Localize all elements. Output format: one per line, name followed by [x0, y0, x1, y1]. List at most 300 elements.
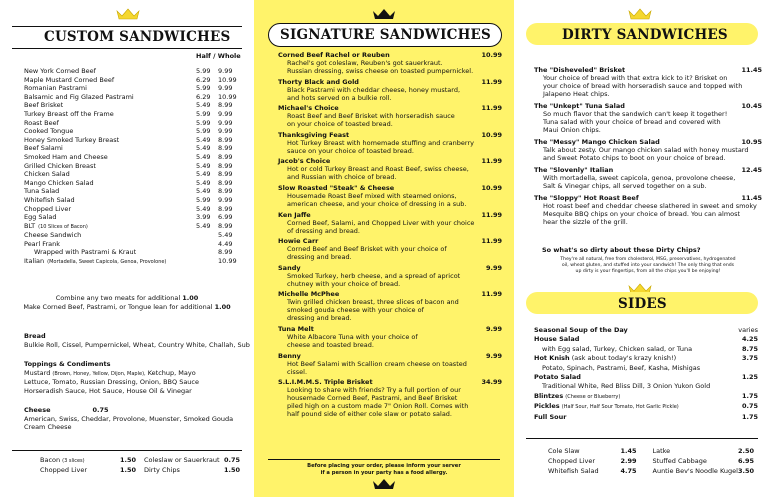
custom-item-prices	[196, 144, 240, 153]
custom-item	[24, 248, 240, 257]
custom-item-prices	[196, 84, 240, 93]
custom-item-prices	[196, 205, 240, 214]
dirty-item-desc: Talk about zesty. Our mango chicken salad with honey mustard	[543, 146, 749, 154]
custom-item-prices	[196, 257, 240, 267]
signature-sandwich-list	[278, 51, 502, 421]
whole-price: 9.99	[218, 118, 233, 127]
side-grid-name: Auntie Bev's Noodle Kugel	[652, 467, 738, 475]
signature-item-price: 10.99	[481, 183, 502, 192]
signature-item-desc: Black Pastrami with cheddar cheese, honey mustard,	[287, 85, 461, 94]
signature-item-desc: Corned Beef and Beef Brisket with your choice of	[287, 245, 447, 254]
signature-item-desc: Corned Beef, Salami, and Chopped Liver with your choice	[287, 218, 475, 227]
dirty-chips-line: up dirty is your fingertips, from all the chips you'll be enjoying!	[575, 269, 721, 274]
custom-item-name: Honey Smoked Turkey Breast	[24, 135, 120, 144]
custom-item-prices	[196, 187, 240, 196]
soup-row: Seasonal Soup of the Day varies	[534, 326, 758, 334]
extra-item-name: Dirty Chips	[144, 465, 180, 474]
half-price	[196, 248, 218, 257]
custom-item-name: Italian	[24, 257, 45, 266]
signature-item-desc: Rachel's got coleslaw, Reuben's got sauerkraut.	[287, 59, 443, 67]
dirty-item	[534, 194, 762, 226]
bread-heading: Bread	[24, 332, 46, 340]
dirty-item	[534, 166, 762, 190]
signature-item-head	[278, 352, 502, 360]
bread-section	[24, 332, 252, 349]
dirty-item-price: 12.45	[741, 166, 762, 174]
custom-item-name-wrap	[24, 127, 73, 136]
sides-list	[534, 326, 758, 422]
dirty-item-price: 10.95	[741, 138, 762, 146]
whole-price: 10.99	[218, 92, 237, 101]
custom-item-prices	[196, 110, 240, 119]
half-price: 5.99	[196, 118, 211, 127]
custom-item	[24, 179, 240, 188]
signature-item	[278, 237, 502, 261]
combo-notes	[10, 294, 244, 311]
dirty-item-head	[534, 166, 762, 174]
custom-item-prices	[196, 136, 240, 145]
signature-item-price: 11.99	[481, 157, 502, 166]
half-price: 5.49	[196, 170, 211, 179]
dirty-title: DIRTY SANDWICHES	[562, 27, 728, 43]
whole-price: 10.99	[218, 75, 237, 84]
crown-icon	[628, 8, 652, 20]
signature-item	[278, 157, 502, 181]
whole-price: 8.99	[218, 144, 233, 153]
half-price: 6.29	[196, 92, 211, 101]
custom-item	[24, 187, 240, 196]
extra-item-name-wrap	[40, 466, 87, 475]
half-price: 3.99	[196, 213, 211, 222]
signature-item-head	[278, 157, 502, 165]
custom-item-prices	[196, 170, 240, 179]
extras-rule	[12, 450, 242, 451]
dirty-item-name: The "Messy" Mango Chicken Salad	[534, 138, 660, 146]
signature-item-name: Sandy	[278, 263, 301, 272]
signature-item-desc: half pound side of either cole slaw or potato salad.	[287, 410, 452, 419]
signature-item-head	[278, 325, 502, 333]
custom-item	[24, 196, 240, 205]
dirty-item-desc: So much flavor that the sandwich can't keep it together!	[543, 110, 728, 118]
whole-price: 9.99	[218, 127, 233, 136]
whole-price: 9.99	[218, 109, 233, 118]
knish-desc: Potato, Spinach, Pastrami, Beef, Kasha, Mishigas	[542, 363, 701, 372]
custom-item-prices	[196, 231, 240, 240]
side-grid-price: 4.75	[620, 467, 637, 475]
dirty-item-price: 10.45	[741, 102, 762, 110]
custom-item-name: Maple Mustard Corned Beef	[24, 75, 115, 84]
side-grid-name: Chopped Liver	[548, 457, 596, 465]
extra-item-note: (3 slices)	[62, 458, 85, 464]
signature-item-name: Howie Carr	[278, 237, 319, 246]
custom-item-prices	[196, 101, 240, 110]
side-grid-price: 2.99	[620, 457, 637, 465]
custom-item	[24, 213, 240, 222]
custom-item	[24, 76, 240, 85]
signature-item-price: 34.99	[481, 378, 502, 387]
whole-price: 8.99	[218, 101, 233, 110]
signature-item-head	[278, 78, 502, 86]
custom-item-name-wrap	[24, 162, 96, 171]
dirty-item-head	[534, 66, 762, 74]
whole-price: 9.99	[218, 195, 233, 204]
signature-item-head	[278, 378, 502, 386]
extra-item-price: 0.75	[223, 456, 240, 464]
extra-item-name-wrap	[144, 466, 180, 475]
signature-item	[278, 131, 502, 155]
custom-item	[24, 222, 240, 232]
signature-item-price: 10.99	[481, 130, 502, 139]
signature-item-desc: piled high on a custom made 7" Onion Roll. Comes with	[287, 402, 469, 411]
custom-item-prices	[196, 119, 240, 128]
custom-item	[24, 257, 240, 267]
allergy-rule	[268, 459, 500, 460]
whole-price: 8.99	[218, 170, 233, 179]
dirty-item-price: 11.45	[741, 66, 762, 74]
custom-item-name-wrap	[24, 153, 108, 162]
custom-item-name-wrap	[24, 257, 166, 267]
custom-item-name-wrap	[24, 67, 96, 76]
blintzes-row: Blintzes (Cheese or Blueberry) 1.75	[534, 391, 758, 400]
half-price: 5.49	[196, 178, 211, 187]
side-grid-price: 2.50	[737, 447, 754, 455]
signature-item-price: 11.99	[481, 290, 502, 299]
custom-sandwich-list	[24, 67, 240, 267]
signature-item-head	[278, 237, 502, 245]
signature-item	[278, 290, 502, 322]
title-rule-bottom	[12, 48, 242, 49]
signature-item-desc: Hot or cold Turkey Breast and Roast Beef, swiss cheese,	[287, 165, 469, 174]
custom-item-prices	[196, 222, 240, 232]
signature-item-desc: cheese and toasted bread.	[287, 340, 374, 349]
potato-salad-row: Potato Salad 1.25	[534, 373, 758, 382]
bread-text: Bulkie Roll, Cissel, Pumpernickel, Wheat, Country White, Challah, Sub	[24, 340, 250, 349]
dirty-chips-heading: So what's so dirty about these Dirty Chips?	[542, 246, 701, 254]
toppings-line-1: Mustard (Brown, Honey, Yellow, Dijon, Maple), Ketchup, Mayo	[24, 368, 196, 377]
custom-item-name-wrap	[24, 231, 81, 240]
signature-item-head	[278, 104, 502, 112]
side-grid-name: Stuffed Cabbage	[652, 457, 707, 465]
custom-item-name-wrap	[24, 205, 71, 214]
half-price	[196, 240, 218, 249]
whole-price: 4.49	[218, 239, 233, 248]
side-grid-price: 1.45	[620, 447, 637, 455]
extra-item	[144, 466, 240, 475]
dirty-sides-column	[514, 0, 768, 497]
side-grid-item	[548, 466, 637, 476]
custom-item	[24, 136, 240, 145]
custom-title: CUSTOM SANDWICHES	[44, 29, 231, 45]
extra-item-name: Bacon	[40, 456, 61, 464]
custom-item-name: Romanian Pastrami	[24, 84, 87, 93]
whole-price: 8.99	[218, 178, 233, 187]
custom-column	[0, 0, 254, 497]
signature-item-desc: chutney with your choice of bread.	[287, 279, 401, 288]
custom-item-name-wrap	[24, 119, 59, 128]
signature-item-desc: Roast Beef and Beef Brisket with horseradish sauce	[287, 112, 455, 121]
whole-price: 8.99	[218, 248, 233, 257]
signature-item	[278, 264, 502, 288]
side-grid-item	[548, 456, 637, 466]
house-salad-add-row: with Egg salad, Turkey, Chicken salad, or Tuna 8.75	[542, 344, 758, 353]
crown-icon	[116, 8, 140, 20]
half-price: 5.49	[196, 187, 211, 196]
half-price: 5.49	[196, 204, 211, 213]
custom-item	[24, 240, 240, 249]
custom-item-name: Beef Salami	[24, 144, 63, 153]
toppings-heading: Toppings & Condiments	[24, 360, 111, 368]
custom-item	[24, 84, 240, 93]
extra-item-price: 1.50	[119, 456, 136, 464]
sides-grid	[548, 446, 754, 476]
signature-item-desc: housemade Corned Beef, Pastrami, and Beef Brisket	[287, 394, 458, 403]
custom-item-name-wrap	[24, 144, 63, 153]
half-price: 5.49	[196, 135, 211, 144]
extras-grid	[40, 456, 240, 474]
custom-item-name: Cooked Tongue	[24, 127, 74, 136]
signature-item	[278, 104, 502, 128]
signature-item	[278, 78, 502, 102]
side-grid-name: Whitefish Salad	[548, 467, 599, 475]
half-price: 5.49	[196, 161, 211, 170]
whole-price: 8.99	[218, 152, 233, 161]
signature-item-price: 11.99	[481, 210, 502, 219]
signature-item	[278, 51, 502, 75]
custom-item-name-wrap	[24, 76, 114, 85]
signature-item-desc: Twin grilled chicken breast, three slices of bacon and	[287, 298, 459, 307]
custom-item-name-wrap	[24, 84, 87, 93]
extra-item	[40, 466, 136, 475]
custom-item-prices	[196, 93, 240, 102]
signature-item-name: S.L.I.M.M.S. Triple Brisket	[278, 378, 373, 387]
custom-item-name: New York Corned Beef	[24, 67, 96, 75]
whole-price: 8.99	[218, 161, 233, 170]
signature-item-head	[278, 51, 502, 59]
custom-item-name-wrap	[24, 213, 56, 222]
dirty-item-desc: Your choice of bread with that extra kick to it? Brisket on	[543, 74, 728, 82]
dirty-item-desc: Jalapeno Heat chips.	[543, 90, 610, 98]
toppings-section	[24, 360, 252, 395]
custom-item-name: Balsamic and Fig Glazed Pastrami	[24, 92, 134, 101]
signature-item	[278, 352, 502, 376]
custom-item-prices	[196, 248, 240, 257]
custom-item	[24, 205, 240, 214]
dirty-item-name: The "Disheveled" Brisket	[534, 66, 626, 74]
custom-item-name: BLT	[24, 221, 36, 230]
crown-icon-bottom	[372, 478, 396, 490]
signature-item-desc: dressing and bread.	[287, 314, 352, 323]
custom-item-name: Mango Chicken Salad	[24, 178, 94, 187]
custom-item-name-wrap	[24, 101, 63, 110]
half-price: 5.49	[196, 152, 211, 161]
signature-item-name: Tuna Melt	[278, 324, 314, 333]
signature-item-desc: Looking to share with friends? Try a full portion of our	[287, 386, 461, 395]
dirty-item-desc: Mesquite BBQ chips on your choice of bread. You can almost	[543, 210, 741, 218]
dirty-item	[534, 66, 762, 98]
side-grid-item	[548, 446, 637, 456]
custom-item-name: Grilled Chicken Breast	[24, 161, 96, 170]
dirty-sandwich-list	[534, 66, 762, 230]
custom-item-prices	[196, 76, 240, 85]
half-price	[196, 231, 218, 240]
signature-item-desc: Smoked Turkey, herb cheese, and a spread of apricot	[287, 271, 461, 280]
custom-item-name-wrap	[24, 222, 88, 232]
signature-item-price: 11.99	[481, 77, 502, 86]
signature-item-head	[278, 290, 502, 298]
signature-item-desc: on your choice of toasted bread.	[287, 120, 393, 129]
dirty-item-desc: hear the sizzle of the grill.	[543, 218, 628, 226]
dirty-item-price: 11.45	[741, 194, 762, 202]
signature-item-desc: of dressing and bread.	[287, 226, 361, 235]
signature-item-name: Michelle McPhee	[278, 290, 340, 299]
custom-item-note: (10 Slices of Bacon)	[38, 223, 88, 230]
custom-item-name-wrap	[24, 187, 59, 196]
custom-item-prices	[196, 153, 240, 162]
half-price: 6.29	[196, 75, 211, 84]
custom-item	[24, 110, 240, 119]
whole-price: 5.49	[218, 231, 233, 240]
sides-title: SIDES	[618, 296, 667, 312]
extra-item-price: 1.50	[223, 465, 240, 474]
custom-item-prices	[196, 240, 240, 249]
toppings-line-3: Horseradish Sauce, Hot Sauce, House Oil & Vinegar	[24, 386, 192, 395]
signature-item-desc: american cheese, and your choice of dressing in a sub.	[287, 199, 467, 208]
signature-item-name: Corned Beef Rachel or Reuben	[278, 51, 390, 59]
signature-item	[278, 378, 502, 418]
pickles-row: Pickles (Half Sour, Half Sour Tomato, Hot Garlic Pickle) 0.75	[534, 402, 758, 411]
dirty-item-head	[534, 138, 762, 146]
signature-item-desc: Housemade Roast Beef mixed with steamed onions,	[287, 191, 457, 200]
dirty-item-desc: Tuna salad with your choice of bread and covered with	[543, 118, 721, 126]
custom-item-name: Roast Beef	[24, 118, 59, 127]
extra-item	[144, 456, 240, 466]
signature-item	[278, 211, 502, 235]
signature-item-name: Ken Jaffe	[278, 210, 311, 219]
custom-item-name: Tuna Salad	[24, 187, 60, 196]
custom-item-name: Smoked Ham and Cheese	[24, 152, 108, 161]
side-grid-item	[653, 446, 755, 456]
half-price: 5.99	[196, 109, 211, 118]
cheese-heading: Cheese 0.75	[24, 406, 109, 414]
signature-item-name: Slow Roasted "Steak" & Cheese	[278, 183, 395, 192]
sides-grid-rule	[526, 438, 758, 439]
whole-price: 9.99	[218, 67, 233, 75]
whole-price: 8.99	[218, 204, 233, 213]
dirty-item-head	[534, 102, 762, 110]
signature-item-desc: Russian dressing, swiss cheese on toasted pumpernickel.	[287, 67, 474, 75]
custom-item-name-wrap	[24, 196, 75, 205]
custom-item-name-wrap	[24, 248, 136, 257]
whole-price: 10.99	[218, 257, 237, 266]
custom-item	[24, 231, 240, 240]
extra-item-name-wrap	[144, 456, 220, 466]
dirty-item-desc: your choice of bread with horseradish sauce and topped with	[543, 82, 743, 90]
custom-item	[24, 144, 240, 153]
whole-price: 8.99	[218, 187, 233, 196]
toppings-line-2: Lettuce, Tomato, Russian Dressing, Onion, BBQ Sauce	[24, 378, 199, 387]
signature-item-desc: Hot Turkey Breast with homemade stuffing and cranberry	[287, 138, 474, 147]
signature-item-price: 9.99	[485, 263, 502, 272]
title-rule-top	[12, 26, 242, 27]
custom-item-prices	[196, 67, 240, 76]
custom-item-name: Beef Brisket	[24, 101, 64, 110]
signature-item-name: Jacob's Choice	[278, 157, 331, 166]
custom-item-name: Chicken Salad	[24, 170, 70, 179]
dirty-item	[534, 102, 762, 134]
signature-item-desc: and hots served on a bulkie roll.	[287, 93, 392, 102]
whole-price: 9.99	[218, 84, 233, 93]
allergy-note: Before placing your order, please inform your server if a person in your party has a food allergy.	[307, 463, 461, 476]
custom-item-name: Egg Salad	[24, 213, 57, 222]
dirty-item-name: The "Unkept" Tuna Salad	[534, 102, 625, 110]
signature-item-desc: dressing and bread.	[287, 253, 352, 262]
signature-item-desc: White Albacore Tuna with your choice of	[287, 332, 418, 341]
signature-item-name: Thorty Black and Gold	[278, 77, 359, 86]
signature-item-name: Benny	[278, 351, 301, 360]
custom-item-name-wrap	[24, 93, 134, 102]
signature-item-head	[278, 264, 502, 272]
custom-item	[24, 162, 240, 171]
combo-line-1: Combine any two meats for additional 1.00	[55, 294, 199, 302]
cheese-line-2: Cream Cheese	[24, 423, 72, 432]
signature-item	[278, 325, 502, 349]
house-salad-row: House Salad 4.25	[534, 335, 758, 344]
half-price: 5.99	[196, 67, 211, 75]
custom-item-prices	[196, 196, 240, 205]
custom-item-name: Wrapped with Pastrami & Kraut	[34, 248, 137, 257]
custom-item	[24, 101, 240, 110]
signature-item-price: 11.99	[481, 237, 502, 246]
custom-item-prices	[196, 213, 240, 222]
dirty-item-desc: Maui Onion chips.	[543, 126, 601, 134]
custom-item-name-wrap	[24, 136, 119, 145]
dirty-item-desc: and Sweet Potato chips to boot on your choice of bread.	[543, 154, 726, 162]
signature-item-head	[278, 184, 502, 192]
custom-item-name: Whitefish Salad	[24, 195, 75, 204]
half-price	[196, 257, 218, 267]
signature-column	[254, 0, 514, 497]
full-sour-row: Full Sour 1.75	[534, 412, 758, 421]
custom-item	[24, 119, 240, 128]
custom-item-name-wrap	[24, 170, 70, 179]
extra-item-name: Coleslaw or Sauerkraut	[144, 456, 220, 464]
half-price: 5.49	[196, 144, 211, 153]
dirty-item-desc: Salt & Vinegar chips, all served together on a sub.	[543, 182, 707, 190]
custom-item-prices	[196, 127, 240, 136]
half-price: 5.99	[196, 127, 211, 136]
signature-item-price: 9.99	[485, 351, 502, 360]
half-price: 5.99	[196, 195, 211, 204]
custom-item-name: Chopped Liver	[24, 204, 72, 213]
signature-item-head	[278, 131, 502, 139]
signature-item-desc: sauce on your choice of toasted bread.	[287, 146, 414, 155]
whole-price: 8.99	[218, 135, 233, 144]
signature-title: SIGNATURE SANDWICHES	[280, 27, 491, 43]
custom-item	[24, 170, 240, 179]
custom-item-name-wrap	[24, 240, 60, 249]
custom-item-name: Pearl Frank	[24, 239, 61, 248]
crown-icon	[372, 8, 396, 20]
whole-price: 6.99	[218, 213, 233, 222]
side-grid-price: 6.95	[737, 457, 754, 465]
cheese-section	[24, 406, 252, 432]
custom-item	[24, 153, 240, 162]
signature-item-desc: cissel.	[287, 367, 308, 376]
dirty-item-head	[534, 194, 762, 202]
signature-item-price: 10.99	[481, 51, 502, 59]
side-grid-item	[653, 456, 755, 466]
signature-item-name: Thanksgiving Feast	[278, 130, 350, 139]
